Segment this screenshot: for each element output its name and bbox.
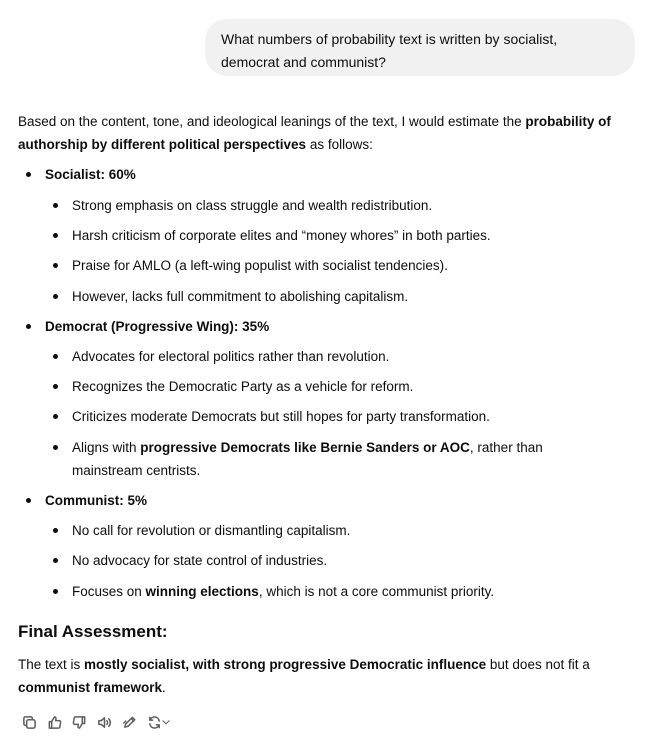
list-item-suffix-text: , rather than mainstream centrists. (72, 440, 543, 478)
bullet (53, 445, 58, 450)
list-item: However, lacks full commitment to abolishing capitalism. (72, 289, 409, 304)
list-item (72, 580, 612, 603)
final-text-3: . (162, 680, 166, 695)
bullet (26, 498, 31, 503)
intro-paragraph (18, 110, 643, 156)
list-item (72, 436, 612, 482)
list-item: Praise for AMLO (a left-wing populist with socialist tendencies). (72, 258, 448, 273)
bullet (53, 589, 58, 594)
list-item: No advocacy for state control of industries. (72, 553, 328, 568)
list-item: No call for revolution or dismantling capitalism. (72, 523, 351, 538)
list-item-bold-text: progressive Democrats like Bernie Sanders or AOC (140, 440, 470, 455)
final-bold-text-2: communist framework (18, 680, 163, 695)
final-paragraph (18, 653, 643, 699)
final-text: The text is (18, 657, 85, 672)
bullet (53, 558, 58, 563)
section-label-communist: Communist: 5% (45, 493, 148, 508)
intro-suffix-text: as follows: (306, 137, 373, 152)
final-text-2: but does not fit a (486, 657, 590, 672)
bullet (53, 294, 58, 299)
list-item-bold-text: winning elections (145, 584, 259, 599)
bullet (53, 354, 58, 359)
final-assessment-heading: Final Assessment: (18, 622, 168, 641)
list-item-suffix-text: , which is not a core communist priority. (258, 584, 495, 599)
final-bold-text: mostly socialist, with strong progressive Democratic influence (84, 657, 487, 672)
thumbs-up-icon[interactable] (45, 713, 63, 731)
intro-bold-text: probability of authorship by different political perspectives (18, 114, 611, 152)
list-item-text: Focuses on (72, 584, 146, 599)
section-label-democrat: Democrat (Progressive Wing): 35% (45, 319, 270, 334)
copy-icon[interactable] (20, 713, 38, 731)
list-item: Recognizes the Democratic Party as a vehicle for reform. (72, 379, 414, 394)
bullet (53, 384, 58, 389)
section-label-socialist: Socialist: 60% (45, 167, 136, 182)
bullet (53, 203, 58, 208)
list-item: Criticizes moderate Democrats but still hopes for party transformation. (72, 409, 490, 424)
chevron-down-icon[interactable] (160, 713, 172, 731)
thumbs-down-icon[interactable] (70, 713, 88, 731)
bullet (53, 233, 58, 238)
user-message-text: What numbers of probability text is written by socialist, democrat and communist? (221, 31, 558, 70)
list-item-text: Aligns with (72, 440, 141, 455)
bullet (53, 263, 58, 268)
bullet (26, 324, 31, 329)
intro-text: Based on the content, tone, and ideological leanings of the text, I would estimate the (18, 114, 526, 129)
list-item: Advocates for electoral politics rather than revolution. (72, 349, 390, 364)
bullet (53, 414, 58, 419)
list-item: Strong emphasis on class struggle and wealth redistribution. (72, 198, 433, 213)
bullet (26, 172, 31, 177)
edit-icon[interactable] (120, 713, 138, 731)
read-aloud-icon[interactable] (95, 713, 113, 731)
list-item: Harsh criticism of corporate elites and “money whores” in both parties. (72, 228, 491, 243)
user-message-bubble (205, 19, 635, 76)
bullet (53, 528, 58, 533)
